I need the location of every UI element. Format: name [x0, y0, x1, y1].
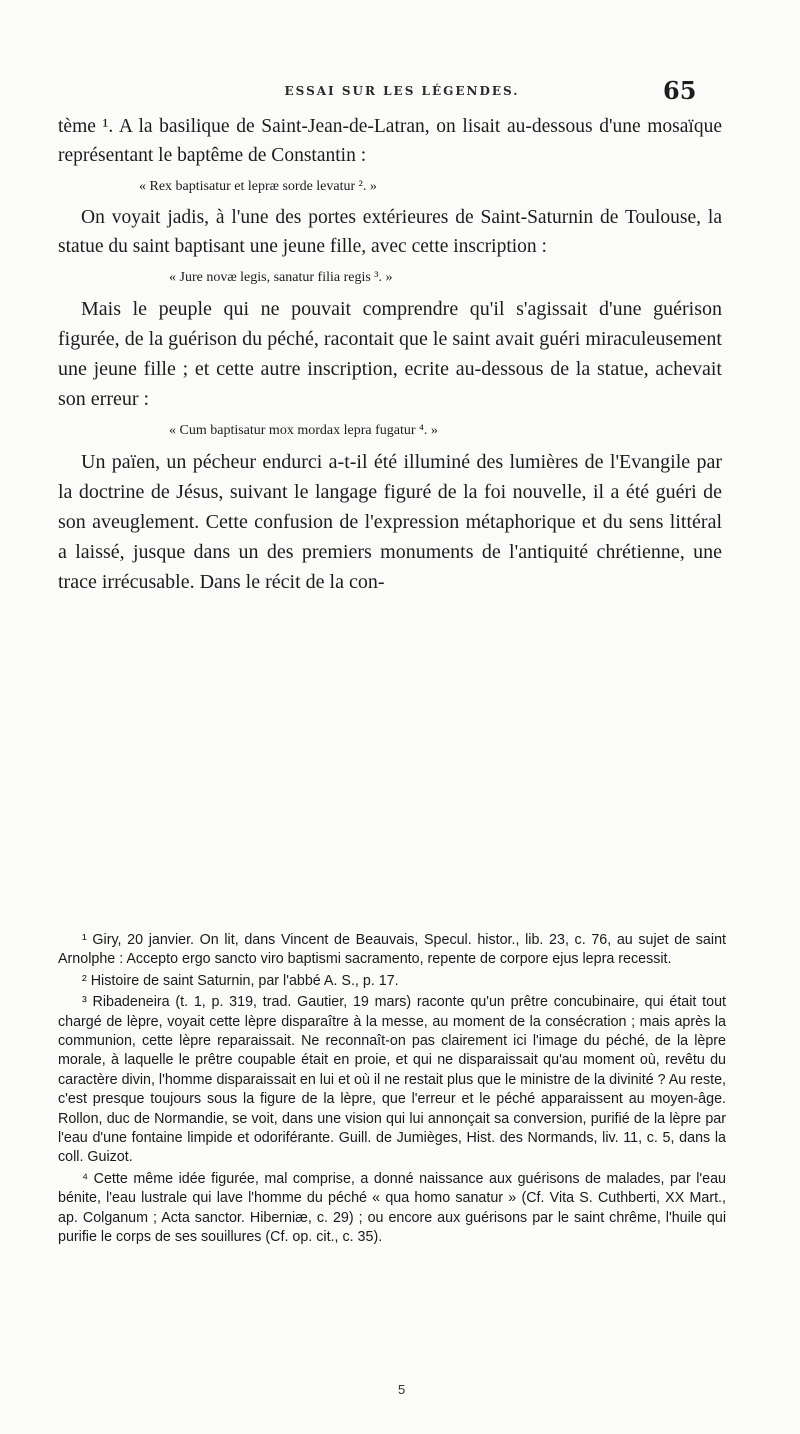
- main-text: [58, 112, 722, 597]
- page-number: 65: [663, 76, 697, 105]
- footnote-2: ² Histoire de saint Saturnin, par l'abbé A. S., p. 17.: [82, 972, 399, 989]
- signature-mark: 5: [398, 1382, 406, 1397]
- running-title: ESSAI SUR LES LÉGENDES.: [284, 84, 520, 98]
- inscription-quote-2: « Jure novæ legis, sanatur filia regis ³. »: [169, 270, 393, 285]
- footnote-3: ³ Ribadeneira (t. 1, p. 319, trad. Gautier, 19 mars) raconte qu'un prêtre concubinaire, qui était tout chargé de lèpre, voyait cette lèpre disparaître à la messe, au moment de la consécration ; mais après la communion, cette lèpre reparaissait. Ne reconnaît-on pas clairement ici l'image du péché, de la lèpre morale, à laquelle le prêtre coupable était en proie, et qui ne disparaissait qu'au moment où, revêtu du caractère divin, l'homme disparaissait en lui et où il ne restait plus que le ministre de la divinité ? Au reste, c'est presque toujours sous la figure de la lèpre, que l'erreur et le péché apparaissent au moyen-âge. Rollon, duc de Normandie, se voit, dans une vision qui lui annonçait sa conversion, purifié de la lèpre par l'eau d'une fontaine limpide et odoriférante. Guill. de Jumièges, Hist. des Normands, liv. 11, c. 5, dans la coll. Guizot.: [58, 994, 726, 1166]
- paragraph-1: tème ¹. A la basilique de Saint-Jean-de-Latran, on lisait au-dessous d'une mosaïque représentant le baptême de Constantin :: [58, 116, 722, 166]
- inscription-quote-3: « Cum baptisatur mox mordax lepra fugatur ⁴. »: [169, 423, 438, 438]
- footnotes: [58, 931, 726, 1249]
- paragraph-3: Mais le peuple qui ne pouvait comprendre qu'il s'agissait d'une guérison figurée, de la guérison du péché, racontait que le saint avait guéri miraculeusement une jeune fille ; et cette autre inscription, ecrite au-dessous de la statue, achevait son erreur :: [58, 298, 722, 410]
- footnote-4: ⁴ Cette même idée figurée, mal comprise, a donné naissance aux guérisons de malades, par l'eau bénite, l'eau lustrale qui lave l'homme du péché « qua homo sanatur » (Cf. Vita S. Cuthberti, XX Mart., ap. Colganum ; Acta sanctor. Hiberniæ, c. 29) ; ou encore aux guérisons par le saint chrême, l'huile qui purifie le corps de ses souillures (Cf. op. cit., c. 35).: [58, 1170, 726, 1246]
- footnote-1: ¹ Giry, 20 janvier. On lit, dans Vincent de Beauvais, Specul. histor., lib. 23, c. 76, au sujet de saint Arnolphe : Accepto ergo sancto viro baptismi sacramento, repente de corpore ejus lepra recessit.: [58, 932, 726, 968]
- paragraph-2: On voyait jadis, à l'une des portes extérieures de Saint-Saturnin de Toulouse, la statue du saint baptisant une jeune fille, avec cette inscription :: [58, 207, 722, 257]
- paragraph-4: Un païen, un pécheur endurci a-t-il été illuminé des lumières de l'Evangile par la doctrine de Jésus, suivant le langage figuré de la foi nouvelle, il a été guéri de son aveuglement. Cette confusion de l'expression métaphorique et du sens littéral a laissé, jusque dans un des premiers monuments de l'antiquité chrétienne, une trace irrécusable. Dans le récit de la con-: [58, 451, 722, 593]
- inscription-quote-1: « Rex baptisatur et lepræ sorde levatur ². »: [139, 179, 377, 194]
